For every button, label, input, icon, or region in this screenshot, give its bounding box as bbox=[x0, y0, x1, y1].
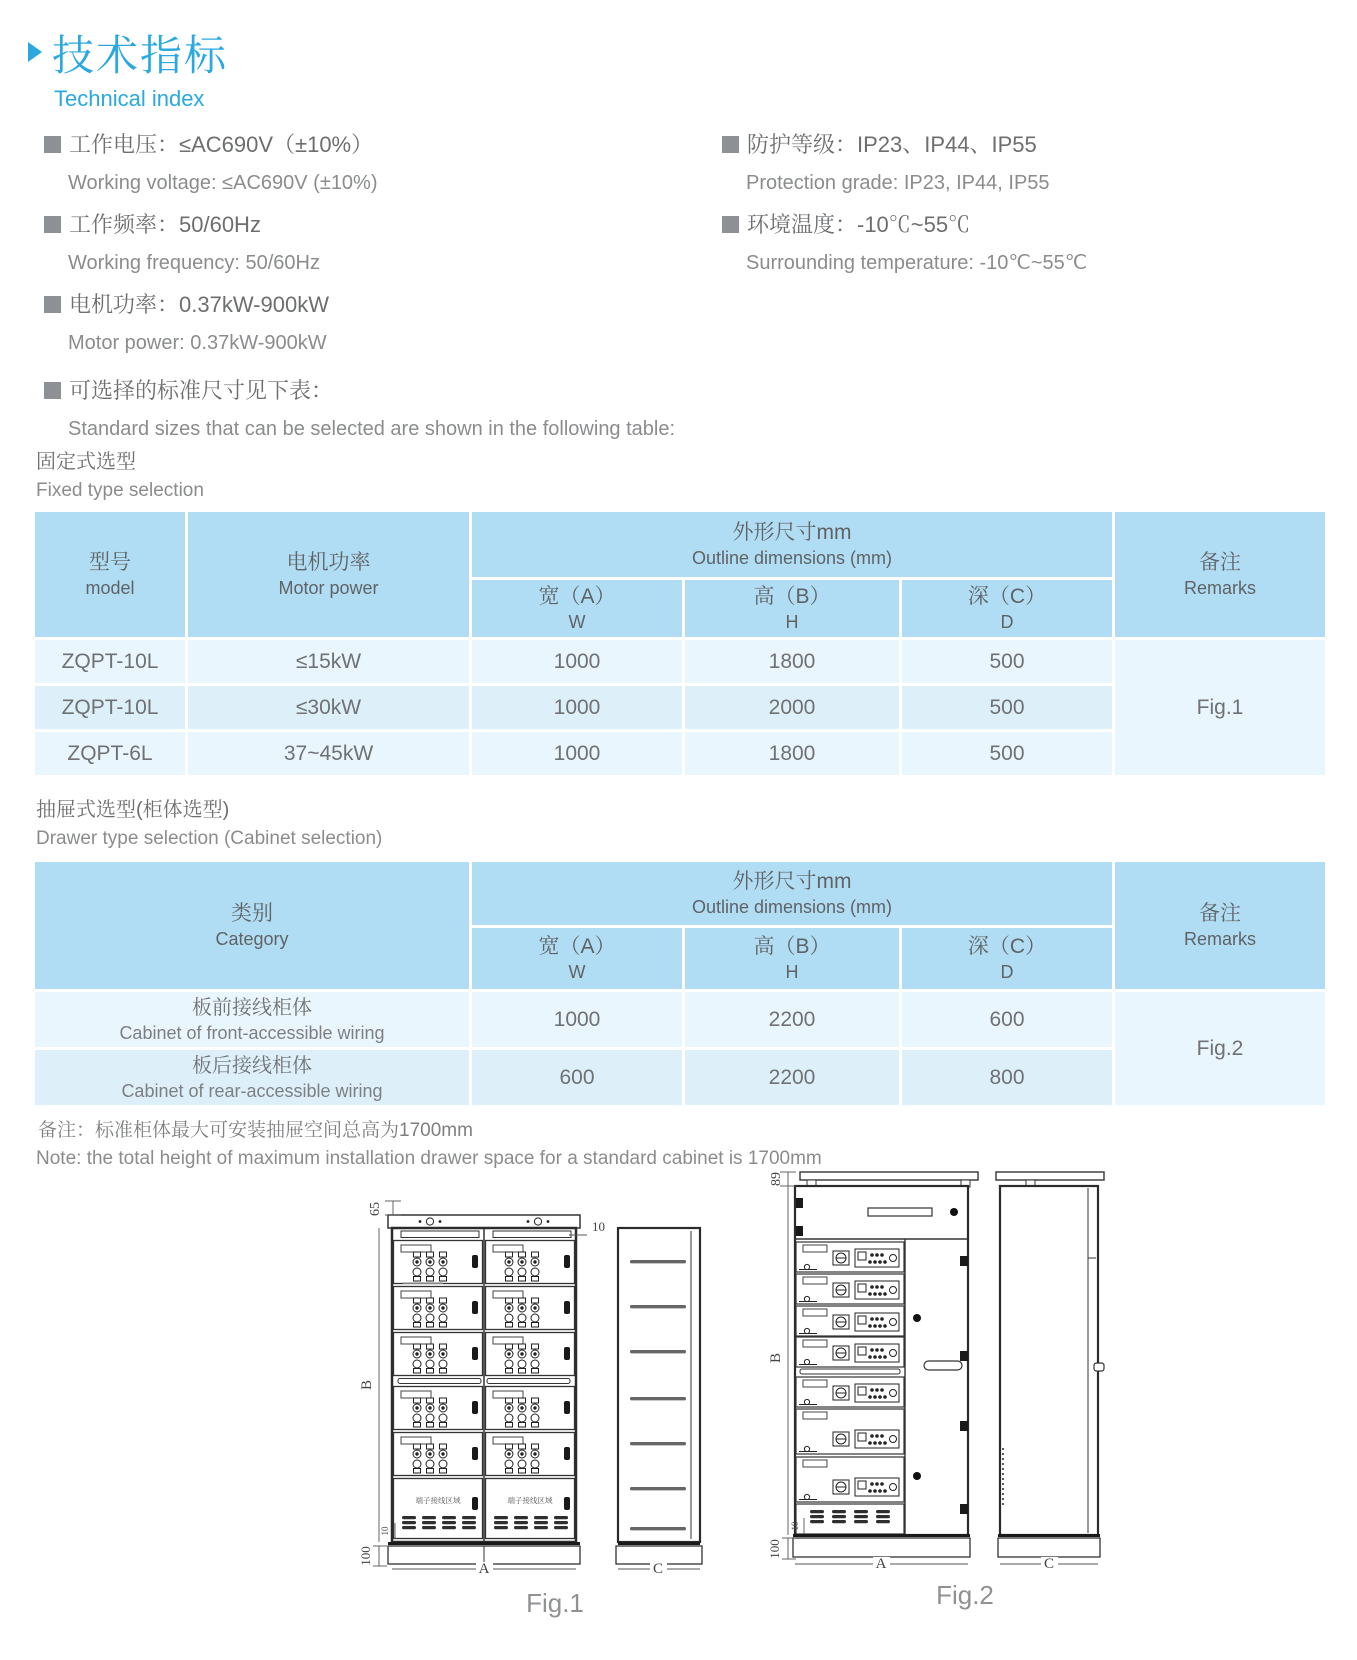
col-depth-header: 深（C） D bbox=[901, 579, 1114, 639]
fig2-vent-compartment bbox=[796, 1504, 904, 1534]
fig2-dim-a: A bbox=[875, 1556, 887, 1572]
spec-list-right bbox=[722, 131, 1342, 291]
drawer-unit bbox=[394, 1387, 483, 1430]
table-row bbox=[34, 639, 1327, 685]
drawer-table-header-row bbox=[34, 861, 1327, 927]
height-cell: 2000 bbox=[684, 685, 901, 731]
drawer-type-table bbox=[32, 859, 1328, 1108]
drawer-unit bbox=[486, 1241, 575, 1284]
drawer-unit bbox=[394, 1287, 483, 1330]
col-category-header: 类别 Category bbox=[34, 861, 471, 991]
square-bullet-icon bbox=[722, 136, 739, 153]
spec-motor-power-zh: 电机功率：0.37kW-900kW bbox=[44, 291, 664, 318]
width-cell: 1000 bbox=[471, 731, 684, 777]
col-power-header: 电机功率 Motor power bbox=[187, 511, 471, 639]
table-row bbox=[34, 991, 1327, 1049]
width-cell: 1000 bbox=[471, 991, 684, 1049]
fig2-drawing bbox=[730, 1108, 1120, 1580]
model-cell: ZQPT-10L bbox=[34, 639, 187, 685]
fig2-dim-10: 10 bbox=[790, 1521, 800, 1531]
height-cell: 1800 bbox=[684, 731, 901, 777]
category-cell: 板后接线柜体 Cabinet of rear-accessible wiring bbox=[34, 1049, 471, 1107]
col-remarks-header: 备注 Remarks bbox=[1114, 861, 1327, 991]
spec-surrounding-temperature-en: Surrounding temperature: -10℃~55℃ bbox=[746, 252, 1088, 274]
power-cell: ≤15kW bbox=[187, 639, 471, 685]
spec-working-frequency-zh: 工作频率：50/60Hz bbox=[44, 211, 664, 238]
fixed-section-label-zh: 固定式选型 bbox=[36, 451, 136, 473]
fig2-caption: Fig.2 bbox=[936, 1580, 994, 1610]
drawer-unit bbox=[486, 1433, 575, 1476]
square-bullet-icon bbox=[44, 296, 61, 313]
drawer-unit bbox=[486, 1333, 575, 1376]
spec-surrounding-temperature-zh: 环境温度：-10℃~55℃ bbox=[722, 211, 1342, 238]
spec-working-voltage-zh: 工作电压：≤AC690V（±10%） bbox=[44, 131, 664, 158]
drawer-unit bbox=[796, 1242, 904, 1272]
spec-motor-power-en: Motor power: 0.37kW-900kW bbox=[68, 332, 327, 354]
power-cell: ≤30kW bbox=[187, 685, 471, 731]
fig1-drawing bbox=[335, 1135, 715, 1585]
drawer-unit bbox=[796, 1306, 904, 1336]
col-width-header: 宽（A） W bbox=[471, 927, 684, 991]
drawer-unit bbox=[486, 1387, 575, 1430]
model-cell: ZQPT-6L bbox=[34, 731, 187, 777]
note-zh: 备注：标准柜体最大可安装抽屉空间总高为1700mm bbox=[38, 1120, 473, 1141]
table-intro bbox=[44, 377, 944, 457]
col-height-header: 高（B） H bbox=[684, 579, 901, 639]
col-depth-header: 深（C） D bbox=[901, 927, 1114, 991]
table-intro-en: Standard sizes that can be selected are shown in the following table: bbox=[68, 418, 676, 440]
depth-cell: 500 bbox=[901, 685, 1114, 731]
fig2-plinth bbox=[793, 1538, 970, 1557]
page-title-zh: 技术指标 bbox=[52, 32, 229, 79]
fig1-caption: Fig.1 bbox=[526, 1588, 584, 1618]
fixed-table-header-row bbox=[34, 511, 1327, 579]
spec-working-voltage-en: Working voltage: ≤AC690V (±10%) bbox=[68, 172, 378, 194]
fig2-dim-100: 100 bbox=[767, 1539, 782, 1559]
fig1-dim-10-top: 10 bbox=[592, 1219, 605, 1234]
width-cell: 1000 bbox=[471, 639, 684, 685]
drawer-unit bbox=[796, 1274, 904, 1304]
fig2-top-plate bbox=[800, 1172, 978, 1180]
category-cell: 板前接线柜体 Cabinet of front-accessible wiring bbox=[34, 991, 471, 1049]
width-cell: 600 bbox=[471, 1049, 684, 1107]
fig1-dim-10-small: 10 bbox=[380, 1526, 390, 1536]
depth-cell: 500 bbox=[901, 731, 1114, 777]
drawer-unit bbox=[796, 1457, 904, 1502]
depth-cell: 800 bbox=[901, 1049, 1114, 1107]
remark-cell: Fig.2 bbox=[1114, 991, 1327, 1107]
spec-protection-grade-en: Protection grade: IP23, IP44, IP55 bbox=[746, 172, 1050, 194]
drawer-unit bbox=[394, 1433, 483, 1476]
model-cell: ZQPT-10L bbox=[34, 685, 187, 731]
fig1-side-view bbox=[616, 1228, 702, 1564]
depth-cell: 500 bbox=[901, 639, 1114, 685]
col-width-header: 宽（A） W bbox=[471, 579, 684, 639]
drawer-unit bbox=[796, 1337, 904, 1367]
height-cell: 2200 bbox=[684, 1049, 901, 1107]
fig2-dim-b: B bbox=[768, 1352, 784, 1364]
col-remarks-header: 备注 Remarks bbox=[1114, 511, 1327, 639]
fig1-dim-a: A bbox=[478, 1561, 490, 1577]
fig2-dim-89: 89 bbox=[769, 1172, 784, 1186]
table-intro-zh: 可选择的标准尺寸见下表： bbox=[44, 377, 944, 404]
fixed-type-table bbox=[32, 509, 1328, 778]
drawer-unit bbox=[796, 1409, 904, 1454]
note-en: Note: the total height of maximum installation drawer space for a standard cabinet is 1700mm bbox=[36, 1148, 822, 1169]
height-cell: 2200 bbox=[684, 991, 901, 1049]
col-dimensions-header: 外形尺寸mm Outline dimensions (mm) bbox=[471, 861, 1114, 927]
col-height-header: 高（B） H bbox=[684, 927, 901, 991]
fig2-side-view bbox=[996, 1172, 1104, 1557]
drawer-unit bbox=[394, 1333, 483, 1376]
fixed-section-label-en: Fixed type selection bbox=[36, 480, 204, 501]
terminal-area-label: 端子接线区域 bbox=[415, 1496, 461, 1505]
power-cell: 37~45kW bbox=[187, 731, 471, 777]
spec-protection-grade-zh: 防护等级：IP23、IP44、IP55 bbox=[722, 131, 1342, 158]
square-bullet-icon bbox=[44, 136, 61, 153]
fig1-dim-b: B bbox=[359, 1379, 375, 1391]
fig1-top-cap bbox=[388, 1215, 580, 1228]
page-title-en: Technical index bbox=[54, 86, 205, 111]
square-bullet-icon bbox=[44, 216, 61, 233]
drawer-unit bbox=[394, 1241, 483, 1284]
square-bullet-icon bbox=[722, 216, 739, 233]
section-arrow-icon bbox=[28, 42, 42, 62]
col-model-header: 型号 model bbox=[34, 511, 187, 639]
fig1-dim-65: 65 bbox=[368, 1202, 383, 1216]
depth-cell: 600 bbox=[901, 991, 1114, 1049]
fig1-dim-100: 100 bbox=[358, 1546, 373, 1566]
terminal-area-label: 端子接线区域 bbox=[507, 1496, 553, 1505]
drawer-unit bbox=[486, 1287, 575, 1330]
col-dimensions-header: 外形尺寸mm Outline dimensions (mm) bbox=[471, 511, 1114, 579]
drawer-unit bbox=[796, 1377, 904, 1407]
drawer-section-label-en: Drawer type selection (Cabinet selection) bbox=[36, 828, 383, 849]
drawer-section-label-zh: 抽屉式选型(柜体选型) bbox=[36, 799, 230, 821]
fig1-dim-c: C bbox=[652, 1561, 664, 1577]
spec-list-left bbox=[44, 131, 664, 371]
square-bullet-icon bbox=[44, 382, 61, 399]
width-cell: 1000 bbox=[471, 685, 684, 731]
height-cell: 1800 bbox=[684, 639, 901, 685]
fig2-dim-c: C bbox=[1043, 1556, 1055, 1572]
remark-cell: Fig.1 bbox=[1114, 639, 1327, 777]
spec-working-frequency-en: Working frequency: 50/60Hz bbox=[68, 252, 320, 274]
